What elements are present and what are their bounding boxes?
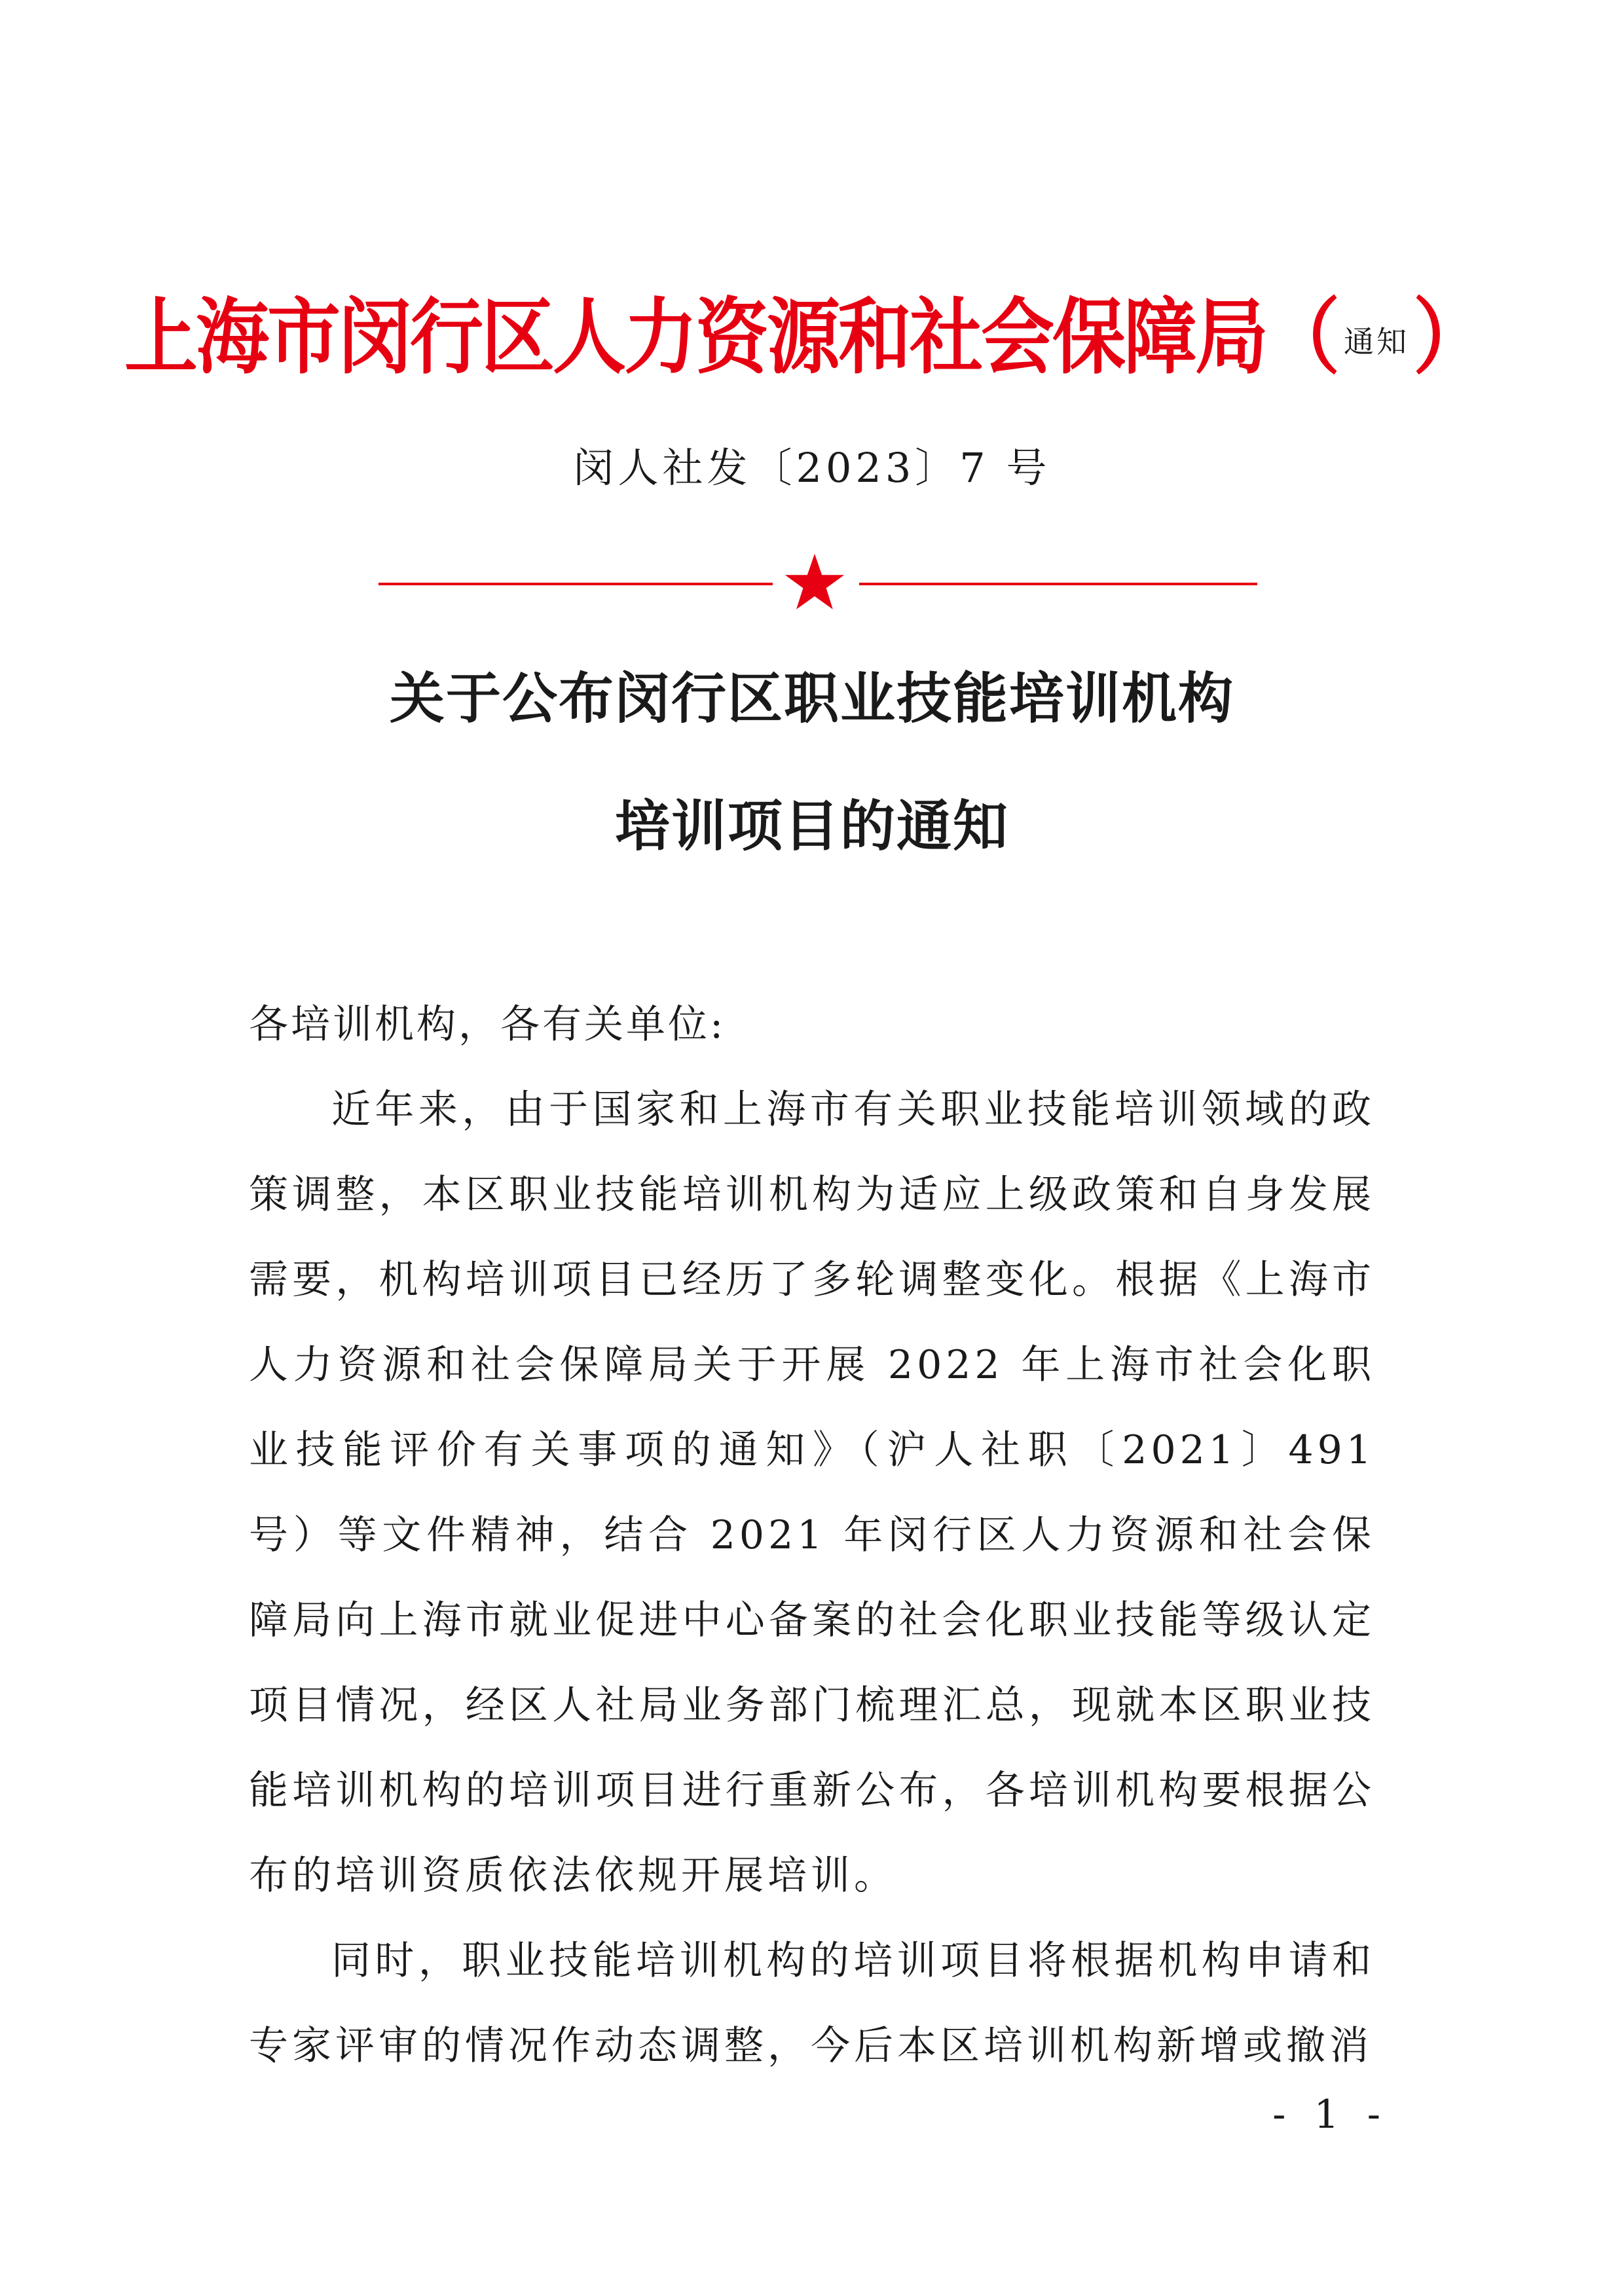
- document-title-line-2: 培训项目的通知: [614, 793, 1009, 858]
- separator-line-right: [859, 583, 1257, 585]
- salutation: 各培训机构，各有关单位:: [249, 1002, 726, 1048]
- document-title-line-1: 关于公布闵行区职业技能培训机构: [389, 666, 1234, 731]
- red-star-icon: [783, 553, 846, 611]
- separator-line-left: [378, 583, 773, 585]
- masthead-title: 上海市闵行区人力资源和社会保障局: [124, 289, 1266, 386]
- masthead: [124, 265, 1513, 396]
- body-paragraph-1: 近年来，由于国家和上海市有关职业技能培训领域的政策调整，本区职业技能培训机构为适应上级政策和自身发展需要，机构培训项目已经历了多轮调整变化。根据《上海市人力资源和社会保障局关于开展 2022 年上海市社会化职业技能评价有关事项的通知》（沪人社职〔2021〕491 号）等文件精神，结合 2021 年闵行区人力资源和社会保障局向上海市就业促进中心备案的社会化职业技能等级认定项目情况，经区人社局业务部门梳理汇总，现就本区职业技能培训机构的培训项目进行重新公布，各培训机构要根据公布的培训资质依法依规开展培训。: [249, 1087, 1375, 1899]
- body-paragraph-2: 同时，职业技能培训机构的培训项目将根据机构申请和专家评审的情况作动态调整，今后本区培训机构新增或撤消: [249, 1938, 1375, 2069]
- document-number: 闵人社发〔2023〕7 号: [573, 444, 1051, 492]
- masthead-close-paren: ）: [1413, 289, 1486, 386]
- masthead-suffix: 通知: [1344, 324, 1409, 359]
- red-separator: [0, 550, 1624, 615]
- page-number: - 1 -: [1272, 2092, 1388, 2138]
- masthead-open-paren: （: [1266, 289, 1340, 386]
